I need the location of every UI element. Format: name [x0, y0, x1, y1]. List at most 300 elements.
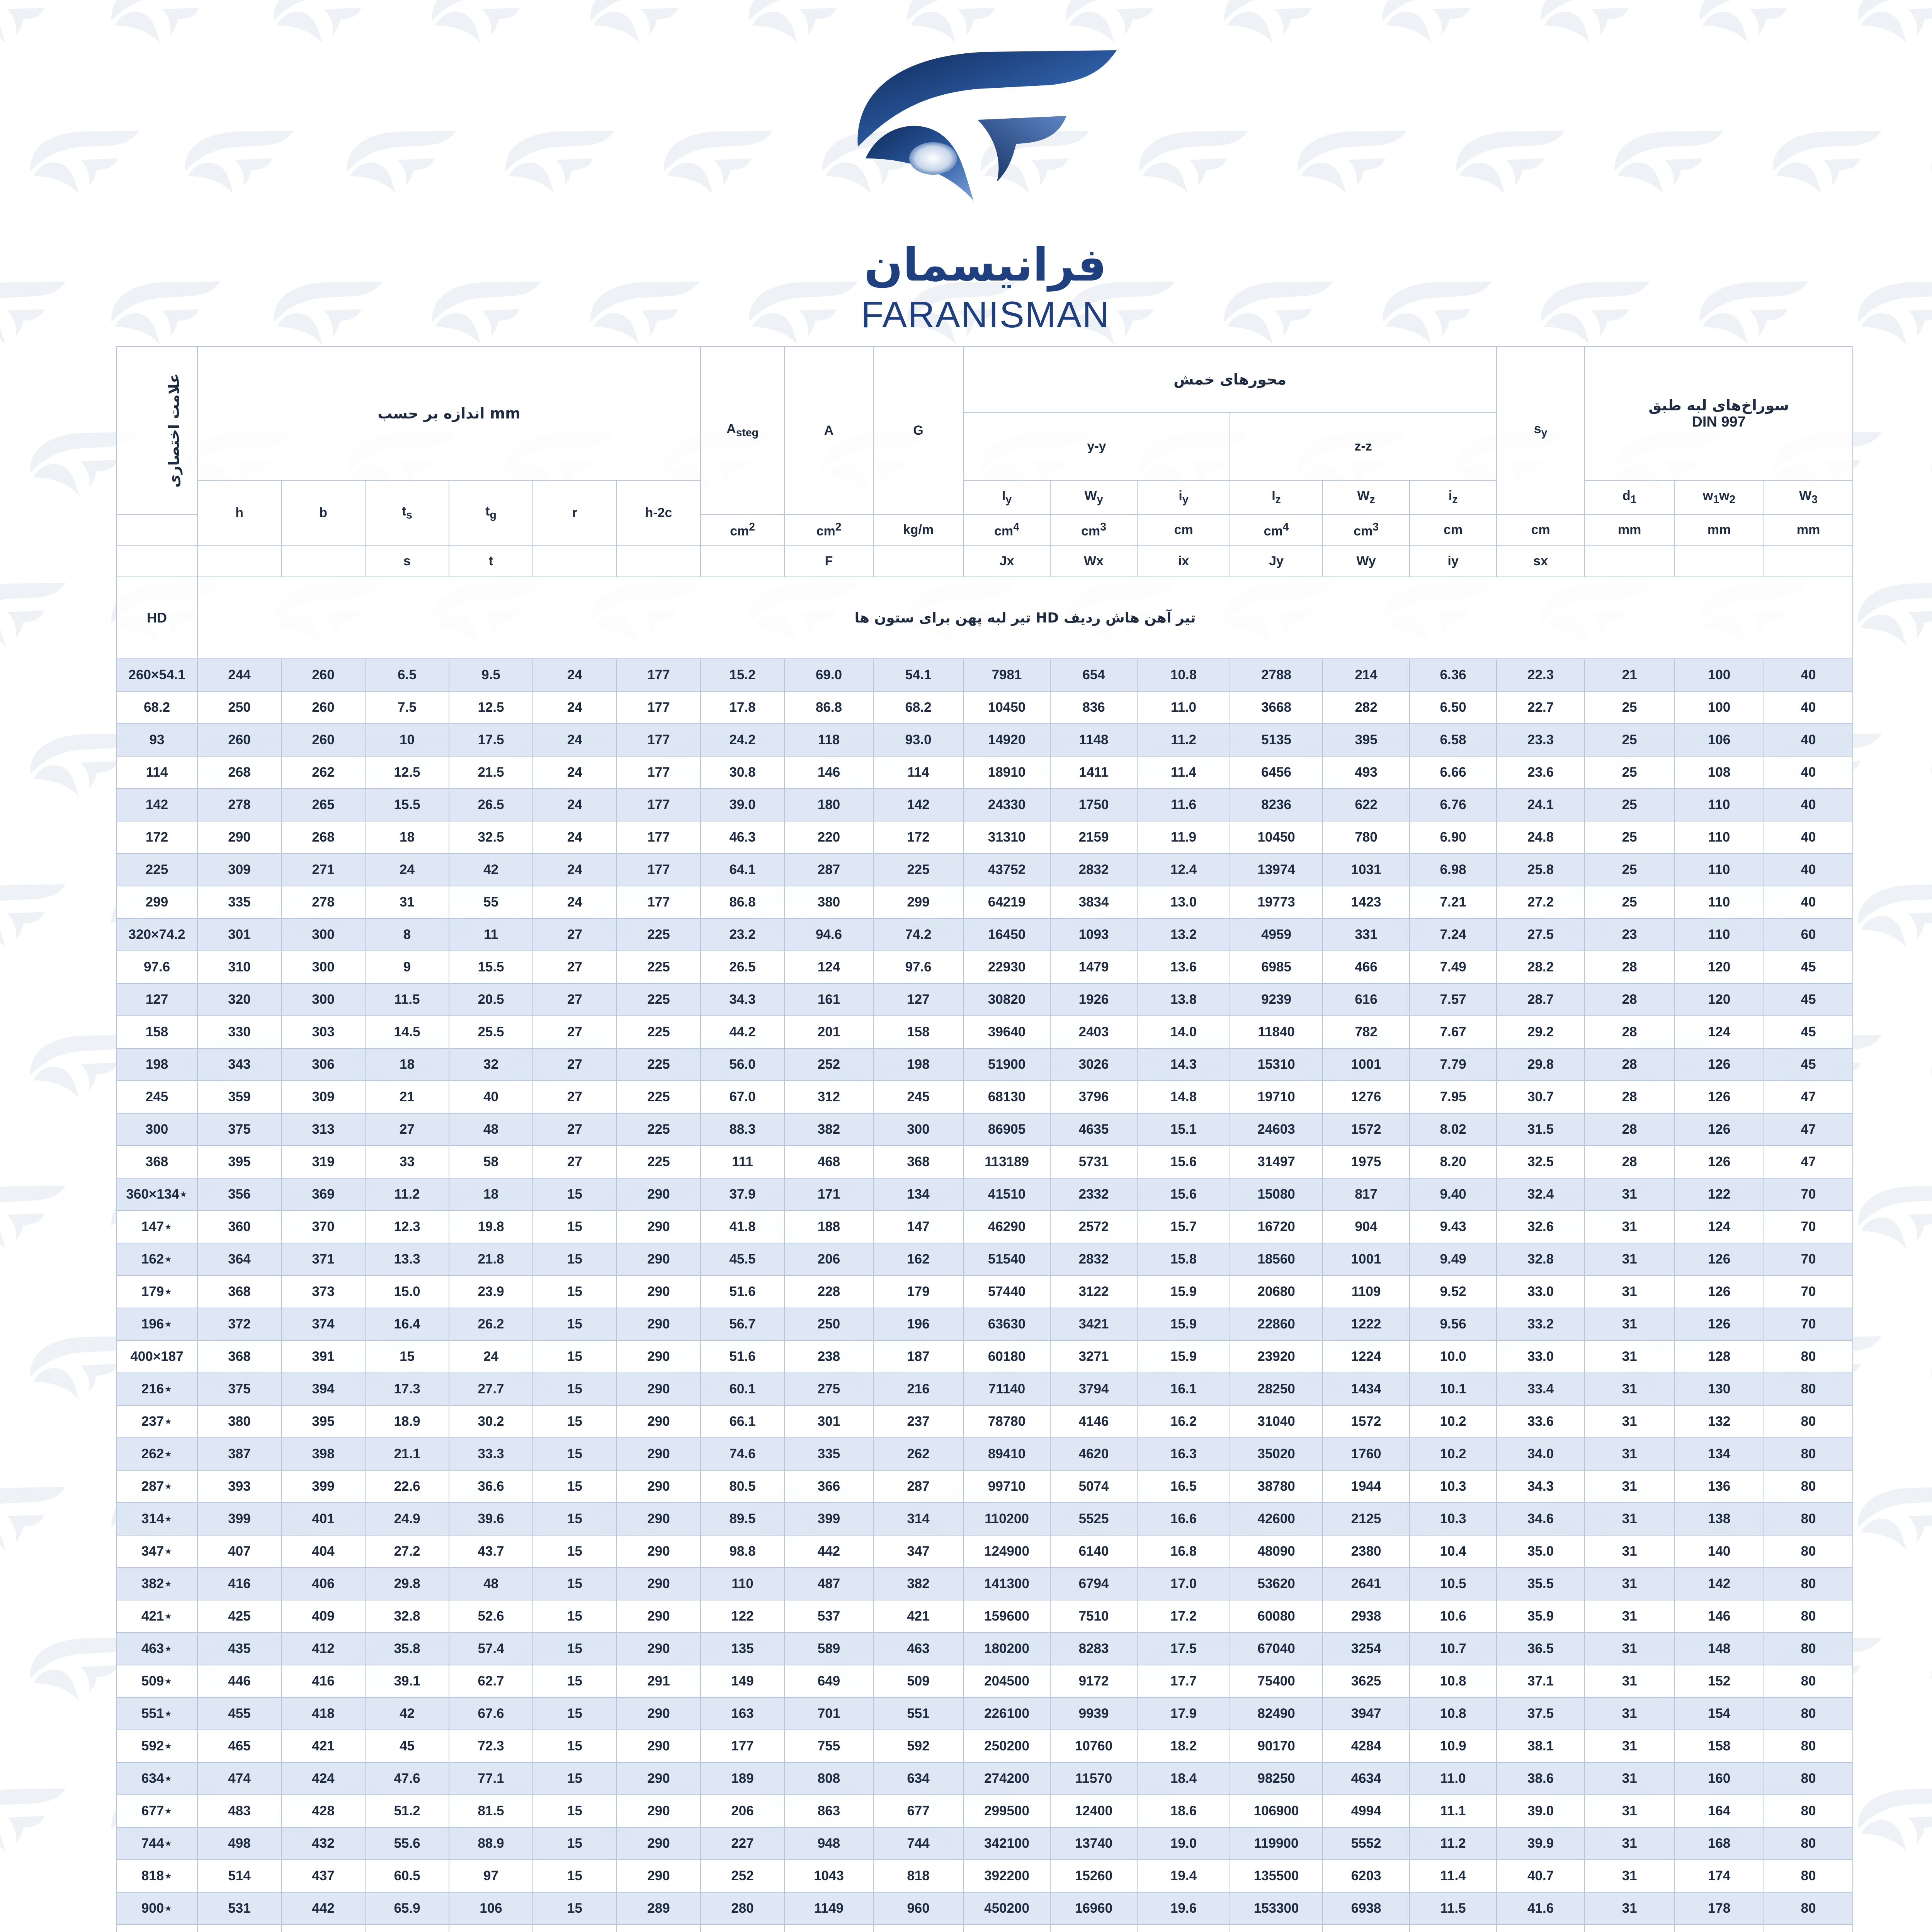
table-cell: 290	[617, 1600, 701, 1633]
table-cell: 5525	[1050, 1503, 1137, 1535]
wz-unit-text: cm	[1354, 524, 1373, 539]
table-cell: 111	[701, 1146, 784, 1178]
table-cell: 26.2	[449, 1308, 533, 1340]
asteg-unit	[701, 514, 784, 545]
designation-cell: 127	[116, 983, 197, 1016]
table-cell: 53620	[1230, 1568, 1323, 1600]
designation-cell: 68.2	[116, 691, 197, 724]
table-cell: 54.1	[873, 659, 963, 691]
area-unit-text: cm	[816, 524, 835, 539]
table-cell: 177	[617, 691, 701, 724]
watermark-logo-icon	[664, 131, 773, 194]
table-cell: 128	[1674, 1340, 1764, 1373]
table-cell: 32.6	[1497, 1211, 1585, 1243]
table-cell: 18	[365, 821, 449, 854]
table-cell: 37.9	[701, 1178, 784, 1211]
watermark-logo-icon	[1298, 131, 1406, 194]
table-cell	[1674, 1925, 1764, 1932]
table-cell: 28	[1585, 1081, 1674, 1113]
table-cell: 11.2	[1137, 724, 1230, 756]
table-cell: 88.9	[449, 1827, 533, 1860]
alt-weight	[873, 545, 963, 577]
alt-iiz: iy	[1410, 545, 1497, 577]
table-cell: 22.3	[1497, 659, 1585, 691]
table-cell: 320	[197, 983, 281, 1016]
table-cell: 9	[365, 951, 449, 983]
table-cell: 331	[1323, 918, 1410, 951]
table-cell: 97	[449, 1860, 533, 1892]
d1-symbol: d	[1622, 488, 1631, 503]
table-cell: 35.8	[365, 1633, 449, 1665]
table-cell: 2125	[1323, 1503, 1410, 1535]
table-cell: 80	[1764, 1568, 1853, 1600]
table-cell: 15	[533, 1568, 617, 1600]
watermark-logo-icon	[505, 131, 614, 194]
watermark-logo-icon	[1066, 0, 1175, 43]
table-cell: 20680	[1230, 1276, 1323, 1308]
table-cell: 380	[784, 886, 873, 918]
table-cell: 48	[449, 1113, 533, 1146]
table-cell: 149	[701, 1665, 784, 1697]
table-row	[116, 983, 1853, 1016]
flange-holes-standard: DIN 997	[1692, 413, 1746, 430]
table-cell: 178	[1674, 1892, 1764, 1925]
table-cell: 375	[197, 1113, 281, 1146]
table-cell: 24	[365, 854, 449, 886]
table-cell: 80	[1764, 1795, 1853, 1827]
table-cell: 10.8	[1410, 1697, 1497, 1730]
table-cell: 407	[197, 1535, 281, 1568]
table-row	[116, 659, 1853, 691]
table-cell: 31	[1585, 1827, 1674, 1860]
table-cell: 80	[1764, 1470, 1853, 1503]
table-cell: 237	[873, 1405, 963, 1438]
table-cell: 15	[533, 1795, 617, 1827]
table-cell: 86.8	[784, 691, 873, 724]
alt-iz: Jy	[1230, 545, 1323, 577]
table-row	[116, 1827, 1853, 1860]
table-cell: 136	[1674, 1470, 1764, 1503]
table-cell: 80	[1764, 1535, 1853, 1568]
designation-cell: 818⋆	[116, 1860, 197, 1892]
table-row	[116, 854, 1853, 886]
d1-unit: mm	[1585, 514, 1674, 545]
table-cell: 34.6	[1497, 1503, 1585, 1535]
table-cell: 126	[1674, 1113, 1764, 1146]
watermark-logo-icon	[590, 281, 699, 345]
iiz-subscript: z	[1452, 493, 1458, 506]
table-cell: 110	[1674, 886, 1764, 918]
table-row	[116, 1925, 1853, 1932]
table-cell: 40	[1764, 886, 1853, 918]
table-cell: 27	[533, 951, 617, 983]
iz-symbol: I	[1272, 488, 1276, 503]
table-cell: 416	[281, 1665, 365, 1697]
table-cell: 134	[873, 1178, 963, 1211]
table-cell: 70	[1764, 1211, 1853, 1243]
w3-unit: mm	[1764, 514, 1853, 545]
w1-symbol: w	[1702, 488, 1713, 503]
table-cell: 356	[197, 1178, 281, 1211]
table-cell: 214	[1323, 659, 1410, 691]
table-cell: 27.2	[365, 1535, 449, 1568]
faranisman-logo-icon	[850, 43, 1121, 236]
asteg-subscript: steg	[736, 426, 759, 439]
table-cell: 290	[617, 1535, 701, 1568]
table-cell: 17.9	[1137, 1697, 1230, 1730]
table-cell: 51.6	[701, 1340, 784, 1373]
table-cell: 35.0	[1497, 1535, 1585, 1568]
table-cell: 368	[873, 1146, 963, 1178]
alt-b	[281, 545, 365, 577]
designation-cell	[116, 1925, 197, 1932]
wy-unit	[1050, 514, 1137, 545]
table-cell: 225	[617, 1081, 701, 1113]
table-cell: 124	[784, 951, 873, 983]
table-cell: 290	[617, 1470, 701, 1503]
table-cell: 31	[1585, 1340, 1674, 1373]
table-cell	[197, 1925, 281, 1932]
table-cell: 15.6	[1137, 1146, 1230, 1178]
table-cell: 39.6	[449, 1503, 533, 1535]
table-cell: 330	[197, 1016, 281, 1048]
table-cell: 15	[533, 1730, 617, 1762]
table-cell: 33.4	[1497, 1373, 1585, 1405]
table-cell: 18560	[1230, 1243, 1323, 1276]
table-cell: 7.79	[1410, 1048, 1497, 1081]
table-cell: 401	[281, 1503, 365, 1535]
table-cell: 5135	[1230, 724, 1323, 756]
table-cell: 122	[1674, 1178, 1764, 1211]
table-cell: 28	[1585, 1016, 1674, 1048]
col-weight-header: G	[873, 347, 963, 514]
table-cell: 98250	[1230, 1762, 1323, 1795]
iiy-symbol: i	[1179, 488, 1182, 503]
table-cell: 301	[784, 1405, 873, 1438]
designation-header	[116, 347, 197, 514]
table-cell: 17.8	[701, 691, 784, 724]
asteg-symbol: A	[726, 422, 736, 437]
table-cell: 35020	[1230, 1438, 1323, 1470]
table-cell: 677	[873, 1795, 963, 1827]
table-cell: 45	[1764, 983, 1853, 1016]
designation-cell: 179⋆	[116, 1276, 197, 1308]
table-cell: 17.7	[1137, 1665, 1230, 1697]
table-cell: 622	[1323, 789, 1410, 821]
table-cell: 225	[617, 1016, 701, 1048]
table-cell: 252	[701, 1860, 784, 1892]
table-cell: 290	[617, 1860, 701, 1892]
table-cell: 863	[784, 1795, 873, 1827]
table-cell: 148	[1674, 1633, 1764, 1665]
table-cell: 60.5	[365, 1860, 449, 1892]
table-cell: 2938	[1323, 1600, 1410, 1633]
table-cell: 371	[281, 1243, 365, 1276]
table-cell: 32.8	[1497, 1243, 1585, 1276]
table-cell: 18.4	[1137, 1762, 1230, 1795]
table-cell: 12400	[1050, 1795, 1137, 1827]
table-cell: 68130	[963, 1081, 1050, 1113]
table-cell: 15.9	[1137, 1308, 1230, 1340]
table-cell: 428	[281, 1795, 365, 1827]
table-cell: 11.5	[1410, 1892, 1497, 1925]
table-cell: 40	[1764, 659, 1853, 691]
watermark-logo-icon	[432, 281, 541, 345]
table-cell: 180200	[963, 1633, 1050, 1665]
table-cell: 11.5	[365, 983, 449, 1016]
table-cell: 18	[449, 1178, 533, 1211]
table-cell: 11.1	[1410, 1795, 1497, 1827]
table-cell: 52.6	[449, 1600, 533, 1633]
table-cell: 32.5	[449, 821, 533, 854]
alt-d1	[1585, 545, 1674, 577]
table-row	[116, 1308, 1853, 1340]
table-cell: 31	[1585, 1633, 1674, 1665]
sy-symbol: s	[1534, 422, 1541, 437]
table-cell: 10.9	[1410, 1730, 1497, 1762]
table-cell: 201	[784, 1016, 873, 1048]
table-cell: 1001	[1323, 1048, 1410, 1081]
table-cell: 124	[1674, 1211, 1764, 1243]
table-cell: 41510	[963, 1178, 1050, 1211]
dimensions-group-header: اندازه بر حسب mm	[197, 347, 701, 480]
table-cell: 126	[1674, 1308, 1764, 1340]
table-cell: 82490	[1230, 1697, 1323, 1730]
table-cell: 14.0	[1137, 1016, 1230, 1048]
table-cell: 250200	[963, 1730, 1050, 1762]
table-cell: 24.1	[1497, 789, 1585, 821]
table-cell: 24330	[963, 789, 1050, 821]
table-row	[116, 1146, 1853, 1178]
table-cell: 6.90	[1410, 821, 1497, 854]
table-cell: 161	[784, 983, 873, 1016]
table-cell: 4284	[1323, 1730, 1410, 1762]
table-cell: 60.1	[701, 1373, 784, 1405]
table-cell: 755	[784, 1730, 873, 1762]
table-cell: 15	[533, 1535, 617, 1568]
table-cell	[365, 1925, 449, 1932]
table-cell: 26.5	[449, 789, 533, 821]
table-cell: 51900	[963, 1048, 1050, 1081]
table-cell: 31497	[1230, 1146, 1323, 1178]
table-cell: 119900	[1230, 1827, 1323, 1860]
table-row	[116, 1503, 1853, 1535]
table-cell: 64219	[963, 886, 1050, 918]
table-cell: 177	[617, 821, 701, 854]
designation-cell: 237⋆	[116, 1405, 197, 1438]
table-cell: 29.8	[1497, 1048, 1585, 1081]
table-cell: 80	[1764, 1438, 1853, 1470]
area-unit-sup: 2	[835, 520, 842, 533]
table-cell: 1944	[1323, 1470, 1410, 1503]
table-cell: 58	[449, 1146, 533, 1178]
table-cell: 19.4	[1137, 1860, 1230, 1892]
designation-cell: 114	[116, 756, 197, 789]
wz-subscript: z	[1369, 493, 1375, 506]
table-cell: 66.1	[701, 1405, 784, 1438]
designation-cell: 421⋆	[116, 1600, 197, 1633]
table-cell: 6456	[1230, 756, 1323, 789]
table-cell: 124900	[963, 1535, 1050, 1568]
table-cell: 370	[281, 1211, 365, 1243]
col-iy-header	[963, 480, 1050, 514]
table-cell: 225	[617, 1146, 701, 1178]
table-cell: 12.4	[1137, 854, 1230, 886]
designation-cell: 97.6	[116, 951, 197, 983]
table-cell: 412	[281, 1633, 365, 1665]
table-cell: 7.57	[1410, 983, 1497, 1016]
table-cell: 275	[784, 1373, 873, 1405]
table-cell: 287	[784, 854, 873, 886]
col-iiy-header	[1137, 480, 1230, 514]
table-cell: 56.7	[701, 1308, 784, 1340]
table-cell: 3947	[1323, 1697, 1410, 1730]
table-cell: 55.6	[365, 1827, 449, 1860]
table-cell: 6.98	[1410, 854, 1497, 886]
table-cell	[449, 1925, 533, 1932]
table-cell: 11.0	[1410, 1762, 1497, 1795]
table-body	[116, 659, 1853, 1932]
table-cell: 31	[1585, 1860, 1674, 1892]
table-cell: 24	[533, 724, 617, 756]
table-cell: 960	[873, 1892, 963, 1925]
table-cell: 8	[365, 918, 449, 951]
alt-wz: Wy	[1323, 545, 1410, 577]
table-cell: 468	[784, 1146, 873, 1178]
table-cell: 74.6	[701, 1438, 784, 1470]
table-cell: 188	[784, 1211, 873, 1243]
table-cell: 15.9	[1137, 1340, 1230, 1373]
table-cell: 16.8	[1137, 1535, 1230, 1568]
table-cell: 31	[1585, 1568, 1674, 1600]
table-cell: 2788	[1230, 659, 1323, 691]
table-cell: 13.6	[1137, 951, 1230, 983]
table-cell: 9.43	[1410, 1211, 1497, 1243]
table-cell: 4620	[1050, 1438, 1137, 1470]
table-cell: 140	[1674, 1535, 1764, 1568]
table-cell: 15	[533, 1860, 617, 1892]
table-cell: 592	[873, 1730, 963, 1762]
table-cell: 290	[617, 1730, 701, 1762]
table-cell: 3254	[1323, 1633, 1410, 1665]
table-row	[116, 1762, 1853, 1795]
watermark-logo-icon	[1858, 1487, 1932, 1550]
table-cell: 206	[701, 1795, 784, 1827]
table-cell: 364	[197, 1243, 281, 1276]
table-row	[116, 951, 1853, 983]
table-cell: 32.5	[1497, 1146, 1585, 1178]
table-cell: 30.7	[1497, 1081, 1585, 1113]
table-cell: 177	[617, 756, 701, 789]
alt-iiy: ix	[1137, 545, 1230, 577]
w12-unit: mm	[1674, 514, 1764, 545]
table-cell: 48	[449, 1568, 533, 1600]
watermark-logo-icon	[749, 281, 858, 345]
table-cell: 204500	[963, 1665, 1050, 1697]
table-cell: 817	[1323, 1178, 1410, 1211]
col-iz-header	[1230, 480, 1323, 514]
area-unit	[784, 514, 873, 545]
watermark-logo-icon	[1224, 0, 1333, 43]
col-w3-header	[1764, 480, 1853, 514]
table-cell: 35.9	[1497, 1600, 1585, 1633]
table-cell: 3796	[1050, 1081, 1137, 1113]
designation-cell: 262⋆	[116, 1438, 197, 1470]
table-cell: 9.40	[1410, 1178, 1497, 1211]
table-cell: 89.5	[701, 1503, 784, 1535]
table-cell: 171	[784, 1178, 873, 1211]
table-cell: 299	[873, 886, 963, 918]
table-cell: 278	[197, 789, 281, 821]
table-cell: 15	[533, 1211, 617, 1243]
table-cell: 45.5	[701, 1243, 784, 1276]
table-cell: 24.9	[365, 1503, 449, 1535]
table-cell: 498	[197, 1827, 281, 1860]
table-cell: 9.56	[1410, 1308, 1497, 1340]
table-cell: 446	[197, 1665, 281, 1697]
table-cell: 33.0	[1497, 1340, 1585, 1373]
col-asteg-header	[701, 347, 784, 514]
designation-cell: 382⋆	[116, 1568, 197, 1600]
table-cell	[281, 1925, 365, 1932]
table-cell: 110	[1674, 789, 1764, 821]
watermark-logo-icon	[907, 0, 1016, 43]
table-cell: 80	[1764, 1600, 1853, 1633]
table-cell: 19.0	[1137, 1827, 1230, 1860]
table-cell: 21.8	[449, 1243, 533, 1276]
table-cell: 368	[197, 1340, 281, 1373]
table-cell: 15	[533, 1892, 617, 1925]
table-cell: 31	[1585, 1600, 1674, 1633]
col-wz-header	[1323, 480, 1410, 514]
table-cell: 14.5	[365, 1016, 449, 1048]
wy-unit-sup: 3	[1100, 520, 1106, 533]
table-cell: 406	[281, 1568, 365, 1600]
table-cell: 372	[197, 1308, 281, 1340]
table-cell: 2572	[1050, 1211, 1137, 1243]
table-row	[116, 1600, 1853, 1633]
table-cell: 12.3	[365, 1211, 449, 1243]
alt-asteg	[701, 545, 784, 577]
table-cell: 56.0	[701, 1048, 784, 1081]
table-cell: 38.1	[1497, 1730, 1585, 1762]
table-cell: 64.1	[701, 854, 784, 886]
table-cell: 1411	[1050, 756, 1137, 789]
table-cell: 189	[701, 1762, 784, 1795]
watermark-logo-icon	[111, 281, 220, 345]
table-cell: 10	[365, 724, 449, 756]
table-cell: 27.2	[1497, 886, 1585, 918]
table-cell: 15	[533, 1503, 617, 1535]
asteg-unit-text: cm	[730, 524, 749, 539]
table-cell: 45	[365, 1730, 449, 1762]
table-cell: 13740	[1050, 1827, 1137, 1860]
table-cell: 110200	[963, 1503, 1050, 1535]
table-cell: 28	[1585, 951, 1674, 983]
table-cell: 177	[617, 789, 701, 821]
table-cell: 28	[1585, 983, 1674, 1016]
table-cell: 32.4	[1497, 1178, 1585, 1211]
table-cell: 24603	[1230, 1113, 1323, 1146]
table-cell: 28	[1585, 1113, 1674, 1146]
table-cell: 172	[873, 821, 963, 854]
table-cell: 435	[197, 1633, 281, 1665]
table-cell: 120	[1674, 983, 1764, 1016]
table-cell: 1975	[1323, 1146, 1410, 1178]
table-cell: 62.7	[449, 1665, 533, 1697]
watermark-logo-icon	[1383, 281, 1492, 345]
col-wy-header	[1050, 480, 1137, 514]
